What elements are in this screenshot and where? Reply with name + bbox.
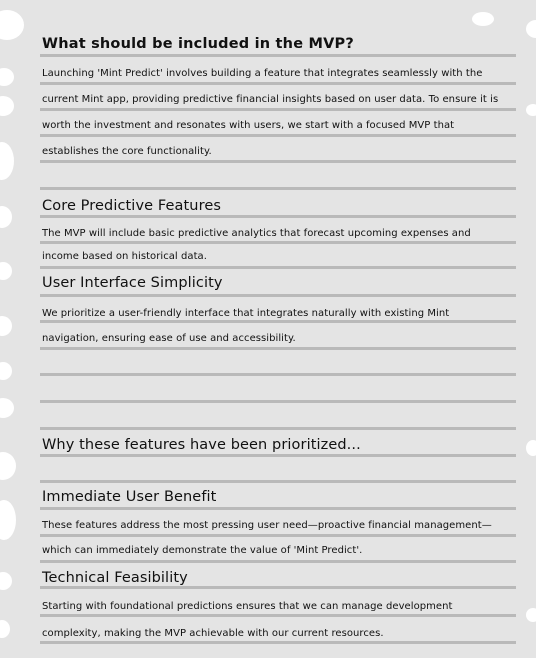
- paragraph-line: worth the investment and resonates with users, we start with a focused MVP that: [42, 120, 455, 131]
- ruled-line: [40, 454, 516, 457]
- ruled-line: [40, 427, 516, 430]
- paragraph-line: complexity, making the MVP achievable with our current resources.: [42, 628, 384, 639]
- torn-edge-mark: [0, 206, 12, 228]
- ruled-line: [40, 82, 516, 85]
- subheading-technical-feasibility: Technical Feasibility: [42, 570, 188, 586]
- ruled-line: [40, 187, 516, 190]
- torn-edge-mark: [0, 68, 14, 86]
- paragraph-line: income based on historical data.: [42, 251, 207, 262]
- torn-edge-mark: [472, 12, 494, 26]
- ruled-line: [40, 641, 516, 644]
- paragraph-line: current Mint app, providing predictive financial insights based on user data. To ensure it is: [42, 94, 499, 105]
- section-heading-prioritized: Why these features have been prioritized...: [42, 437, 361, 453]
- ruled-line: [40, 614, 516, 617]
- paragraph-line: navigation, ensuring ease of use and accessibility.: [42, 333, 296, 344]
- paragraph-line: which can immediately demonstrate the value of 'Mint Predict'.: [42, 545, 363, 556]
- ruled-line: [40, 241, 516, 244]
- paragraph-line: These features address the most pressing user need—proactive financial management—: [42, 520, 492, 531]
- torn-edge-mark: [526, 608, 536, 622]
- torn-edge-mark: [0, 620, 10, 638]
- ruled-line: [40, 294, 516, 297]
- torn-edge-mark: [0, 398, 14, 418]
- paragraph-line: We prioritize a user-friendly interface that integrates naturally with existing Mint: [42, 308, 450, 319]
- subheading-core-features: Core Predictive Features: [42, 198, 221, 214]
- torn-edge-mark: [526, 440, 536, 456]
- ruled-line: [40, 400, 516, 403]
- torn-edge-mark: [526, 20, 536, 38]
- ruled-line: [40, 134, 516, 137]
- paragraph-line: The MVP will include basic predictive analytics that forecast upcoming expenses and: [42, 228, 471, 239]
- torn-edge-mark: [0, 572, 12, 590]
- ruled-line: [40, 560, 516, 563]
- torn-edge-mark: [0, 262, 12, 280]
- ruled-line: [40, 534, 516, 537]
- paragraph-line: Launching 'Mint Predict' involves building a feature that integrates seamlessly with the: [42, 68, 483, 79]
- paragraph-line: establishes the core functionality.: [42, 146, 212, 157]
- ruled-line: [40, 320, 516, 323]
- torn-edge-mark: [0, 142, 14, 180]
- ruled-line: [40, 347, 516, 350]
- torn-edge-mark: [526, 104, 536, 116]
- torn-edge-mark: [0, 362, 12, 380]
- ruled-line: [40, 480, 516, 483]
- ruled-line: [40, 586, 516, 589]
- ruled-line: [40, 266, 516, 269]
- torn-edge-mark: [0, 10, 24, 40]
- subheading-user-benefit: Immediate User Benefit: [42, 489, 217, 505]
- torn-edge-mark: [0, 316, 12, 336]
- ruled-line: [40, 507, 516, 510]
- torn-edge-mark: [0, 96, 14, 116]
- ruled-line: [40, 54, 516, 57]
- torn-edge-mark: [0, 500, 16, 540]
- ruled-line: [40, 215, 516, 218]
- torn-edge-mark: [0, 452, 16, 480]
- ruled-line: [40, 108, 516, 111]
- paragraph-line: Starting with foundational predictions ensures that we can manage development: [42, 601, 453, 612]
- ruled-line: [40, 160, 516, 163]
- ruled-line: [40, 373, 516, 376]
- subheading-ui-simplicity: User Interface Simplicity: [42, 275, 223, 291]
- section-heading-mvp: What should be included in the MVP?: [42, 36, 354, 52]
